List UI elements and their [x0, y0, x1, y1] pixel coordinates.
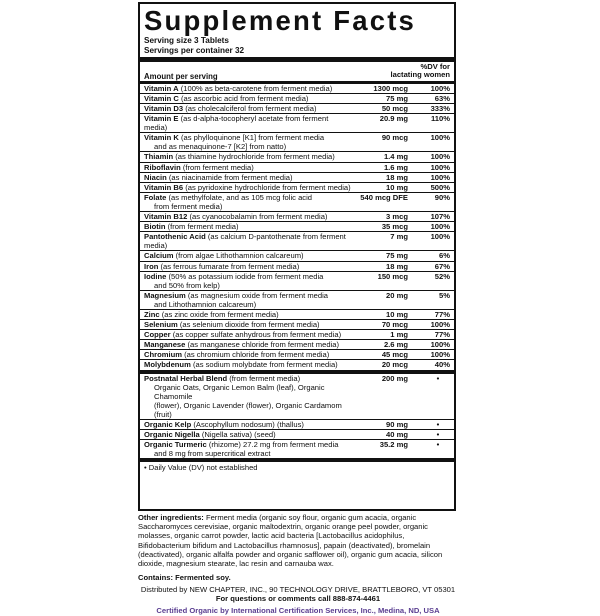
- nutrient-desc-cont: and 50% from kelp): [154, 280, 220, 290]
- nutrient-row: [140, 163, 454, 173]
- nutrient-desc: (as ascorbic acid from ferment media): [178, 93, 309, 103]
- herbal-desc: (from ferment media): [227, 373, 301, 383]
- nutrient-dv: 40%: [434, 360, 450, 370]
- nutrient-name-cell: [144, 183, 352, 192]
- nutrient-name-cell: [144, 173, 352, 182]
- nutrient-amount: 20 mg: [386, 290, 408, 300]
- nutrient-amount: 3 mcg: [386, 212, 408, 222]
- nutrient-row: [140, 291, 454, 310]
- nutrient-dv: 100%: [430, 232, 450, 242]
- other-ingredients-text: Ferment media (organic soy flour, organic gum acacia, organic Saccharomyces cerevisiae, organic maltodextrin, organic orange peel powder, organic molasses, organic carrot powder, lactic acid bacteria [Lactobacillus acidophilus, Bifidobacterium bifidum and Lactobacillus rhamnosus], papain (deactivated), bromelain (deactivated), organic alfalfa powder and organic safflower oil), organic gum acacia, silicon dioxide, magnesium stearate, lac resin and carnauba wax.: [138, 513, 443, 569]
- nutrient-amount: 10 mg: [386, 182, 408, 192]
- nutrient-name-cell: [144, 232, 352, 250]
- nutrient-name: Iron: [144, 261, 159, 271]
- nutrient-row: [140, 320, 454, 330]
- nutrient-amount: 18 mg: [386, 172, 408, 182]
- nutrient-row: [140, 310, 454, 320]
- other-ingredients: Other ingredients: Ferment media (organic soy flour, organic gum acacia, organic Saccharomyces cerevisiae, organic maltodextrin, organic orange peel powder, organic molasses, organic carrot powder, lactic acid bacteria [Lactobacillus acidophilus, Bifidobacterium bifidum and Lactobacillus rhamnosus], papain (deactivated), bromelain (deactivated), organic alfalfa powder and organic safflower oil), organic gum acacia, silicon dioxide, magnesium stearate, lac resin and carnauba wax.: [138, 513, 443, 569]
- nutrient-name-cell: [144, 350, 352, 359]
- nutrient-desc: (as phylloquinone [K1] from ferment media: [178, 133, 325, 143]
- herbal-amount: 35.2 mg: [379, 440, 408, 450]
- herbal-name: Postnatal Herbal Blend: [144, 373, 228, 383]
- herbal-row: [140, 430, 454, 440]
- nutrient-dv: 77%: [434, 309, 450, 319]
- nutrient-amount: 45 mcg: [381, 350, 408, 360]
- nutrient-name-cell: [144, 291, 352, 309]
- nutrient-name-cell: [144, 330, 352, 339]
- nutrient-row: [140, 84, 454, 94]
- nutrient-desc: (as chromium chloride from ferment media): [181, 350, 330, 360]
- nutrient-name: Niacin: [144, 172, 167, 182]
- nutrient-name-cell: [144, 104, 352, 113]
- nutrient-dv: 100%: [430, 222, 450, 232]
- nutrient-amount: 2.6 mg: [383, 340, 408, 350]
- footnote: • Daily Value (DV) not established: [144, 463, 258, 473]
- nutrient-desc: (as pyridoxine hydrochloride from ferment media): [183, 182, 351, 192]
- nutrient-desc-cont: and as menaquinone-7 [K2] from natto): [154, 142, 287, 152]
- nutrient-desc: (50% as potassium iodide from ferment media: [166, 271, 324, 281]
- nutrient-desc: (as methylfolate, and as 105 mcg folic acid: [166, 192, 312, 202]
- nutrient-name: Vitamin B6: [144, 182, 184, 192]
- distributor: Distributed by NEW CHAPTER, INC., 90 TECHNOLOGY DRIVE, BRATTLEBORO, VT 05301 For questions or comments call 888-874-4461: [140, 585, 456, 604]
- nutrient-name-cell: [144, 251, 352, 260]
- nutrient-desc: (as niacinamide from ferment media): [166, 172, 293, 182]
- nutrient-name: Vitamin C: [144, 93, 179, 103]
- nutrient-name-cell: [144, 133, 352, 151]
- amount-header: Amount per serving: [144, 71, 218, 81]
- nutrient-name-cell: [144, 152, 352, 161]
- herbal-name-cell: [144, 440, 352, 458]
- nutrient-name-cell: [144, 163, 352, 172]
- herbal-desc-cont: Organic Oats, Organic Lemon Balm (leaf), Organic Chamomile: [154, 382, 325, 401]
- herbal-row: [140, 420, 454, 430]
- herbal-amount: 40 mg: [386, 430, 408, 440]
- nutrient-desc: (as calcium D-pantothenate from ferment media): [144, 232, 346, 251]
- nutrient-name-cell: [144, 272, 352, 290]
- nutrient-dv: 6%: [439, 251, 450, 261]
- nutrient-row: [140, 183, 454, 193]
- nutrient-desc: (as cyanocobalamin from ferment media): [187, 212, 328, 222]
- nutrient-desc: (as zinc oxide from ferment media): [159, 309, 279, 319]
- herbal-desc: (rhizome) 27.2 mg from ferment media: [206, 440, 339, 450]
- nutrient-dv: 100%: [430, 172, 450, 182]
- nutrient-table: [144, 84, 450, 371]
- herbal-desc-cont: and 8 mg from supercritical extract: [154, 449, 271, 459]
- nutrient-name: Biotin: [144, 222, 166, 232]
- servings-per-container: Servings per container 32: [144, 45, 245, 55]
- nutrient-name-cell: [144, 222, 352, 231]
- nutrient-desc: (100% as beta-carotene from ferment media): [178, 83, 333, 93]
- nutrient-name-cell: [144, 320, 352, 329]
- nutrient-name: Calcium: [144, 251, 174, 261]
- nutrient-desc: (as cholecalciferol from ferment media): [183, 104, 317, 113]
- nutrient-desc: (from ferment media): [165, 222, 239, 232]
- nutrient-dv: 52%: [434, 271, 450, 281]
- nutrient-desc: (as magnesium oxide from ferment media: [185, 290, 329, 300]
- nutrient-amount: 20 mcg: [381, 360, 408, 370]
- nutrient-name: Zinc: [144, 309, 160, 319]
- herbal-table: [144, 374, 450, 460]
- herbal-name: Organic Turmeric: [144, 440, 207, 450]
- nutrient-dv: 107%: [430, 212, 450, 222]
- nutrient-dv: 67%: [434, 261, 450, 271]
- contains-statement: Contains: Fermented soy.: [138, 573, 231, 583]
- certification: Certified Organic by International Certification Services, Inc., Medina, ND, USA: [156, 606, 440, 616]
- nutrient-row: [140, 330, 454, 340]
- nutrient-dv: 90%: [434, 192, 450, 202]
- herbal-dv: •: [436, 440, 440, 450]
- nutrient-name: Vitamin D3: [144, 104, 184, 113]
- herbal-dv: •: [436, 430, 440, 440]
- nutrient-name: Riboflavin: [144, 162, 181, 172]
- nutrient-amount: 35 mcg: [381, 222, 408, 232]
- nutrient-row: [140, 272, 454, 291]
- nutrient-name-cell: [144, 262, 352, 271]
- nutrient-dv: 63%: [434, 93, 450, 103]
- nutrient-name-cell: [144, 212, 352, 221]
- nutrient-name: Pantothenic Acid: [144, 232, 206, 242]
- nutrient-desc: (as selenium dioxide from ferment media): [177, 320, 320, 330]
- nutrient-desc-cont: and Lithothamnion calcareum): [154, 299, 257, 309]
- herbal-name-cell: [144, 374, 352, 419]
- nutrient-name: Vitamin B12: [144, 212, 188, 222]
- nutrient-amount: 75 mg: [386, 251, 408, 261]
- nutrient-row: [140, 251, 454, 261]
- nutrient-row: [140, 193, 454, 212]
- herbal-name: Organic Nigella: [144, 430, 200, 440]
- nutrient-name-cell: [144, 193, 352, 211]
- nutrient-dv: 100%: [430, 152, 450, 162]
- nutrient-name: Copper: [144, 330, 171, 340]
- nutrient-name-cell: [144, 340, 352, 349]
- nutrient-name: Molybdenum: [144, 360, 191, 370]
- nutrient-name: Chromium: [144, 350, 182, 360]
- nutrient-amount: 150 mcg: [377, 271, 408, 281]
- nutrient-dv: 333%: [430, 104, 450, 113]
- nutrient-amount: 10 mg: [386, 309, 408, 319]
- nutrient-name-cell: [144, 310, 352, 319]
- nutrient-name-cell: [144, 114, 352, 132]
- nutrient-row: [140, 94, 454, 104]
- nutrient-amount: 18 mg: [386, 261, 408, 271]
- nutrient-amount: 90 mcg: [381, 133, 408, 143]
- nutrient-desc-cont: from ferment media): [154, 201, 223, 211]
- nutrient-desc: (as copper sulfate anhydrous from ferment media): [170, 330, 342, 340]
- label-footer: [138, 513, 458, 616]
- nutrient-name: Thiamin: [144, 152, 174, 162]
- nutrient-name: Selenium: [144, 320, 178, 330]
- nutrient-amount: 7 mg: [390, 232, 408, 242]
- nutrient-amount: 20.9 mg: [379, 114, 408, 124]
- nutrient-desc: (as d-alpha-tocopheryl acetate from ferment media): [144, 114, 329, 133]
- nutrient-dv: 77%: [434, 330, 450, 340]
- herbal-dv: •: [436, 373, 440, 383]
- nutrient-dv: 100%: [430, 350, 450, 360]
- nutrient-row: [140, 114, 454, 133]
- herbal-row: [140, 440, 454, 459]
- nutrient-name: Manganese: [144, 340, 186, 350]
- herbal-desc-cont: (flower), Organic Lavender (flower), Organic Cardamom (fruit): [154, 400, 342, 419]
- nutrient-desc: (as ferrous fumarate from ferment media): [158, 261, 300, 271]
- nutrient-desc: (from algae Lithothamnion calcareum): [173, 251, 304, 261]
- nutrient-name: Vitamin E: [144, 114, 179, 124]
- nutrient-name: Vitamin A: [144, 83, 179, 93]
- nutrient-row: [140, 232, 454, 251]
- herbal-name-cell: [144, 420, 352, 429]
- nutrient-row: [140, 340, 454, 350]
- herbal-desc: (Nigella sativa) (seed): [199, 430, 276, 440]
- herbal-amount: 90 mg: [386, 420, 408, 429]
- nutrient-amount: 1.6 mg: [383, 162, 408, 172]
- dv-header: %DV for lactating women: [390, 62, 450, 80]
- nutrient-name: Vitamin K: [144, 133, 179, 143]
- nutrient-dv: 100%: [430, 162, 450, 172]
- herbal-desc: (Ascophyllum nodosum) (thallus): [191, 420, 304, 429]
- panel-title: Supplement Facts: [144, 5, 417, 36]
- nutrient-dv: 100%: [430, 340, 450, 350]
- serving-size: Serving size 3 Tablets: [144, 36, 229, 45]
- nutrient-row: [140, 152, 454, 162]
- nutrient-desc: (as manganese chloride from ferment media): [185, 340, 339, 350]
- herbal-amount: 200 mg: [381, 373, 408, 383]
- nutrient-dv: 5%: [439, 290, 450, 300]
- nutrient-amount: 50 mcg: [381, 104, 408, 113]
- nutrient-row: [140, 350, 454, 360]
- nutrient-row: [140, 360, 454, 370]
- nutrient-dv: 110%: [430, 114, 450, 124]
- nutrient-amount: 540 mcg DFE: [360, 192, 408, 202]
- nutrient-amount: 1.4 mg: [383, 152, 408, 162]
- nutrient-row: [140, 173, 454, 183]
- nutrient-name-cell: [144, 84, 352, 93]
- nutrient-row: [140, 262, 454, 272]
- herbal-name-cell: [144, 430, 352, 439]
- nutrient-dv: 500%: [430, 182, 450, 192]
- nutrient-amount: 70 mcg: [381, 320, 408, 330]
- nutrient-row: [140, 133, 454, 152]
- nutrient-dv: 100%: [430, 320, 450, 330]
- herbal-row: [140, 374, 454, 420]
- nutrient-amount: 1 mg: [390, 330, 408, 340]
- nutrient-amount: 1300 mcg: [373, 83, 408, 93]
- nutrient-name: Magnesium: [144, 290, 186, 300]
- nutrient-name: Folate: [144, 192, 167, 202]
- nutrient-name-cell: [144, 360, 352, 369]
- nutrient-row: [140, 212, 454, 222]
- nutrient-row: [140, 104, 454, 114]
- nutrient-amount: 75 mg: [386, 93, 408, 103]
- herbal-dv: •: [436, 420, 440, 429]
- nutrient-name: Iodine: [144, 271, 167, 281]
- supplement-facts-panel: [138, 2, 456, 511]
- herbal-name: Organic Kelp: [144, 420, 192, 429]
- nutrient-dv: 100%: [430, 133, 450, 143]
- nutrient-dv: 100%: [430, 83, 450, 93]
- nutrient-desc: (from ferment media): [180, 162, 254, 172]
- nutrient-name-cell: [144, 94, 352, 103]
- nutrient-desc: (as thiamine hydrochloride from ferment media): [173, 152, 335, 162]
- nutrient-row: [140, 222, 454, 232]
- nutrient-desc: (as sodium molybdate from ferment media): [190, 360, 338, 370]
